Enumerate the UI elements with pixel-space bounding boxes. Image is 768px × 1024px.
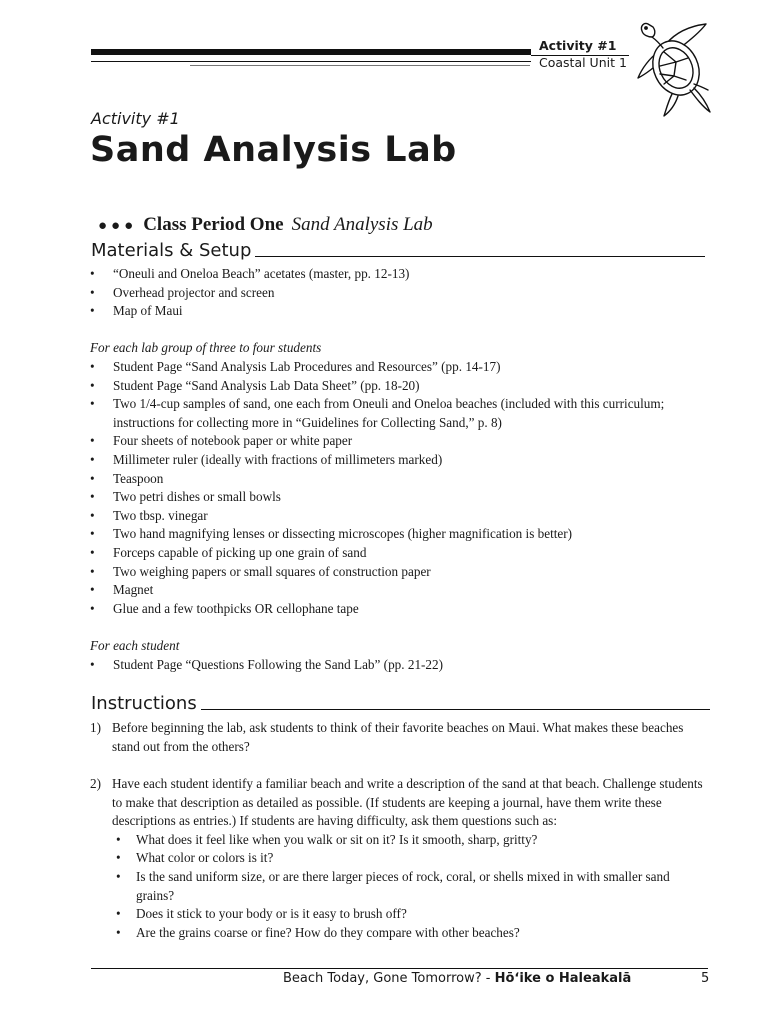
step-text: Before beginning the lab, ask students to think of their favorite beaches on Maui. What makes these beaches stand out from the others?: [112, 720, 684, 754]
footer-rule: [91, 968, 708, 969]
period-name: Class Period One: [143, 214, 284, 235]
group-materials-label: For each lab group of three to four students: [90, 340, 322, 355]
page-title: Sand Analysis Lab: [90, 130, 457, 170]
list-item: • Two petri dishes or small bowls: [90, 488, 700, 507]
question-item: • Are the grains coarse or fine? How do they compare with other beaches?: [112, 924, 708, 943]
step-text: Have each student identify a familiar beach and write a description of the sand at that beach. Challenge students to make that description as detailed as possible. (If students are keeping a journal, have them write these descriptions as entries.) If students are having difficulty, ask them questions such as:: [112, 776, 703, 829]
question-item: • What color or colors is it?: [112, 849, 708, 868]
materials-general-list: [90, 265, 700, 321]
period-title: Sand Analysis Lab: [291, 214, 433, 235]
sea-turtle-logo: [636, 18, 718, 118]
materials-student-list: [90, 656, 700, 675]
question-list: [112, 831, 708, 943]
list-item: • Two tbsp. vinegar: [90, 507, 700, 526]
instruction-step-2: [90, 775, 708, 942]
footer-brand: Hōʻike o Haleakalā: [494, 971, 632, 986]
heading-rule: [255, 256, 705, 257]
list-item: • Four sheets of notebook paper or white paper: [90, 432, 700, 451]
list-item: • Two weighing papers or small squares of construction paper: [90, 563, 700, 582]
header-thin-rule-2: [190, 65, 530, 66]
list-item: • Millimeter ruler (ideally with fractions of millimeters marked): [90, 451, 700, 470]
instructions-heading-text: Instructions: [91, 693, 197, 714]
header-thick-rule: [91, 49, 531, 55]
header-thin-rule: [91, 61, 531, 62]
list-item: • Student Page “Questions Following the Sand Lab” (pp. 21-22): [90, 656, 700, 675]
list-item: • Overhead projector and screen: [90, 284, 700, 303]
list-item: • Student Page “Sand Analysis Lab Procedures and Resources” (pp. 14-17): [90, 358, 700, 377]
step-number: 2): [90, 776, 101, 791]
list-item: • “Oneuli and Oneloa Beach” acetates (master, pp. 12-13): [90, 265, 700, 284]
header-activity: Activity #1: [539, 38, 617, 53]
footer-text: Beach Today, Gone Tomorrow? -: [283, 971, 491, 986]
list-item: • Map of Maui: [90, 302, 700, 321]
instructions-heading: [91, 693, 710, 714]
materials-group-list: [90, 358, 700, 618]
list-item: • Student Page “Sand Analysis Lab Data Sheet” (pp. 18-20): [90, 377, 700, 396]
class-period-heading: [98, 214, 433, 236]
heading-rule: [201, 709, 710, 710]
list-item: • Two 1/4-cup samples of sand, one each from Oneuli and Oneloa beaches (included with this curriculum; instructions for collecting more in “Guidelines for Collecting Sand,” p. 8): [90, 395, 700, 432]
question-item: • What does it feel like when you walk or sit on it? Is it smooth, sharp, gritty?: [112, 831, 708, 850]
footer-title: [283, 971, 631, 986]
materials-heading-text: Materials & Setup: [91, 240, 252, 261]
question-item: • Is the sand uniform size, or are there larger pieces of rock, coral, or shells mixed in with smaller sand grains?: [112, 868, 708, 905]
bullet-dots: ●●●: [98, 218, 138, 234]
list-item: • Glue and a few toothpicks OR cellophane tape: [90, 600, 700, 619]
question-item: • Does it stick to your body or is it easy to brush off?: [112, 905, 708, 924]
list-item: • Two hand magnifying lenses or dissecting microscopes (higher magnification is better): [90, 525, 700, 544]
list-item: • Teaspoon: [90, 470, 700, 489]
step-number: 1): [90, 720, 101, 735]
student-materials-label: For each student: [90, 638, 180, 653]
activity-label: Activity #1: [91, 109, 180, 128]
list-item: • Magnet: [90, 581, 700, 600]
header-unit: Coastal Unit 1: [539, 55, 627, 70]
materials-heading: [91, 240, 705, 261]
list-item: • Forceps capable of picking up one grain of sand: [90, 544, 700, 563]
page-number: 5: [701, 971, 710, 986]
instruction-step-1: [90, 719, 708, 756]
